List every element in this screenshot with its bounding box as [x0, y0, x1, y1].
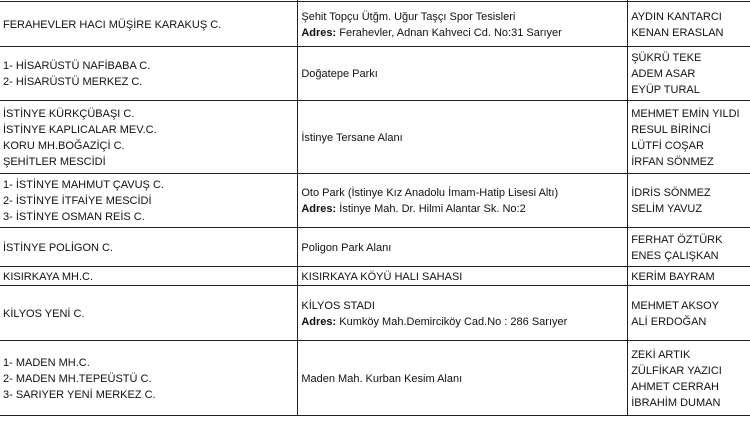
location-name: Doğatepe Parkı: [301, 68, 378, 80]
mosque-cell: [0, 228, 298, 267]
address-text: İstinye Mah. Dr. Hilmi Alantar Sk. No:2: [336, 203, 526, 215]
imam-cell: [628, 174, 750, 228]
imam-name: ZÜLFİKAR YAZICI: [631, 364, 722, 377]
mosque-name: 3- SARIYER YENİ MERKEZ C.: [3, 388, 156, 401]
imam-name: KENAN ERASLAN: [631, 26, 724, 39]
location-name: İstinye Tersane Alanı: [301, 131, 403, 144]
table-row: [0, 101, 750, 174]
mosque-cell: [0, 47, 298, 101]
mosque-name: İSTİNYE KÜRKÇÜBAŞI C.: [3, 107, 135, 120]
imam-name: LÜTFİ COŞAR: [631, 139, 704, 152]
imam-name: FERHAT ÖZTÜRK: [631, 233, 723, 246]
address-text: Ferahevler, Adnan Kahveci Cd. No:31 Sarıyer: [336, 26, 562, 39]
location-cell: [298, 174, 628, 228]
mosque-name: 1- HİSARÜSTÜ NAFİBABA C.: [3, 60, 151, 72]
imam-name: SELİM YAVUZ: [631, 203, 703, 215]
imam-name: ZEKİ ARTIK: [631, 348, 691, 361]
location-cell: [298, 341, 628, 416]
mosque-name: İSTİNYE KAPLICALAR MEV.C.: [3, 123, 157, 136]
table-row: [0, 174, 750, 228]
mosque-cell: [0, 2, 298, 47]
mosque-cell: [0, 286, 298, 341]
table-row: [0, 228, 750, 267]
location-name: Oto Park (İstinye Kız Anadolu İmam-Hatip Lisesi Altı): [301, 187, 559, 199]
imam-name: KERİM BAYRAM: [631, 270, 715, 283]
imam-cell: [628, 47, 750, 101]
mosque-name: ŞEHİTLER MESCİDİ: [3, 155, 106, 168]
address-text: Kumköy Mah.Demirciköy Cad.No : 286 Sarıyer: [336, 315, 568, 328]
address-line: [301, 314, 624, 330]
mosque-cell: [0, 341, 298, 416]
imam-cell: [628, 267, 750, 286]
imam-cell: [628, 341, 750, 416]
location-cell: [298, 267, 628, 286]
imam-cell: [628, 2, 750, 47]
imam-name: AHMET CERRAH: [631, 380, 719, 393]
location-name: Şehit Topçu Ütğm. Uğur Taşçı Spor Tesisleri: [301, 10, 516, 23]
address-label: Adres:: [301, 203, 337, 215]
address-label: Adres:: [301, 315, 337, 328]
location-name: Poligon Park Alanı: [301, 241, 392, 254]
imam-cell: [628, 286, 750, 341]
mosque-name: 1- İSTİNYE MAHMUT ÇAVUŞ C.: [3, 179, 164, 191]
mosque-name: KISIRKAYA MH.C.: [3, 270, 94, 283]
mosque-name: 1- MADEN MH.C.: [3, 356, 90, 369]
location-name: KISIRKAYA KÖYÜ HALI SAHASI: [301, 270, 463, 283]
table-row: [0, 47, 750, 101]
imam-name: MEHMET EMİN YILDI: [631, 107, 740, 120]
imam-cell: [628, 228, 750, 267]
location-cell: [298, 2, 628, 47]
address-line: [301, 201, 624, 217]
address-line: [301, 25, 624, 41]
mosque-name: KORU MH.BOĞAZİÇİ C.: [3, 139, 125, 152]
imam-name: AYDIN KANTARCI: [631, 10, 722, 23]
table-row: [0, 341, 750, 416]
imam-name: İRFAN SÖNMEZ: [631, 155, 714, 168]
location-cell: [298, 101, 628, 174]
mosque-name: 3- İSTİNYE OSMAN REİS C.: [3, 211, 145, 223]
location-name: KİLYOS STADI: [301, 299, 375, 312]
mosque-name: İSTİNYE POLİGON C.: [3, 241, 114, 254]
mosque-name: 2- İSTİNYE İTFAİYE MESCİDİ: [3, 195, 152, 207]
imam-name: EYÜP TURAL: [631, 84, 700, 96]
imam-name: ADEM ASAR: [631, 68, 696, 80]
mosque-cell: [0, 267, 298, 286]
mosque-cell: [0, 174, 298, 228]
location-cell: [298, 47, 628, 101]
location-cell: [298, 228, 628, 267]
mosque-name: 2- HİSARÜSTÜ MERKEZ C.: [3, 76, 143, 88]
mosque-name: FERAHEVLER HACI MÜŞİRE KARAKUŞ C.: [3, 18, 222, 31]
imam-name: ENES ÇALIŞKAN: [631, 249, 719, 262]
imam-name: ŞÜKRÜ TEKE: [631, 52, 702, 64]
mosque-cell: [0, 101, 298, 174]
imam-name: İBRAHİM DUMAN: [631, 396, 721, 409]
location-cell: [298, 286, 628, 341]
imam-cell: [628, 101, 750, 174]
mosque-name: 2- MADEN MH.TEPEÜSTÜ C.: [3, 372, 152, 385]
imam-name: RESUL BİRİNCİ: [631, 123, 711, 136]
location-name: Maden Mah. Kurban Kesim Alanı: [301, 372, 463, 385]
imam-name: ALİ ERDOĞAN: [631, 315, 707, 328]
address-label: Adres:: [301, 26, 337, 39]
mosque-name: KİLYOS YENİ C.: [3, 307, 85, 320]
imam-name: MEHMET AKSOY: [631, 299, 720, 312]
imam-name: İDRİS SÖNMEZ: [631, 187, 711, 199]
table-row: [0, 267, 750, 286]
table-row: [0, 2, 750, 47]
table-row: [0, 286, 750, 341]
